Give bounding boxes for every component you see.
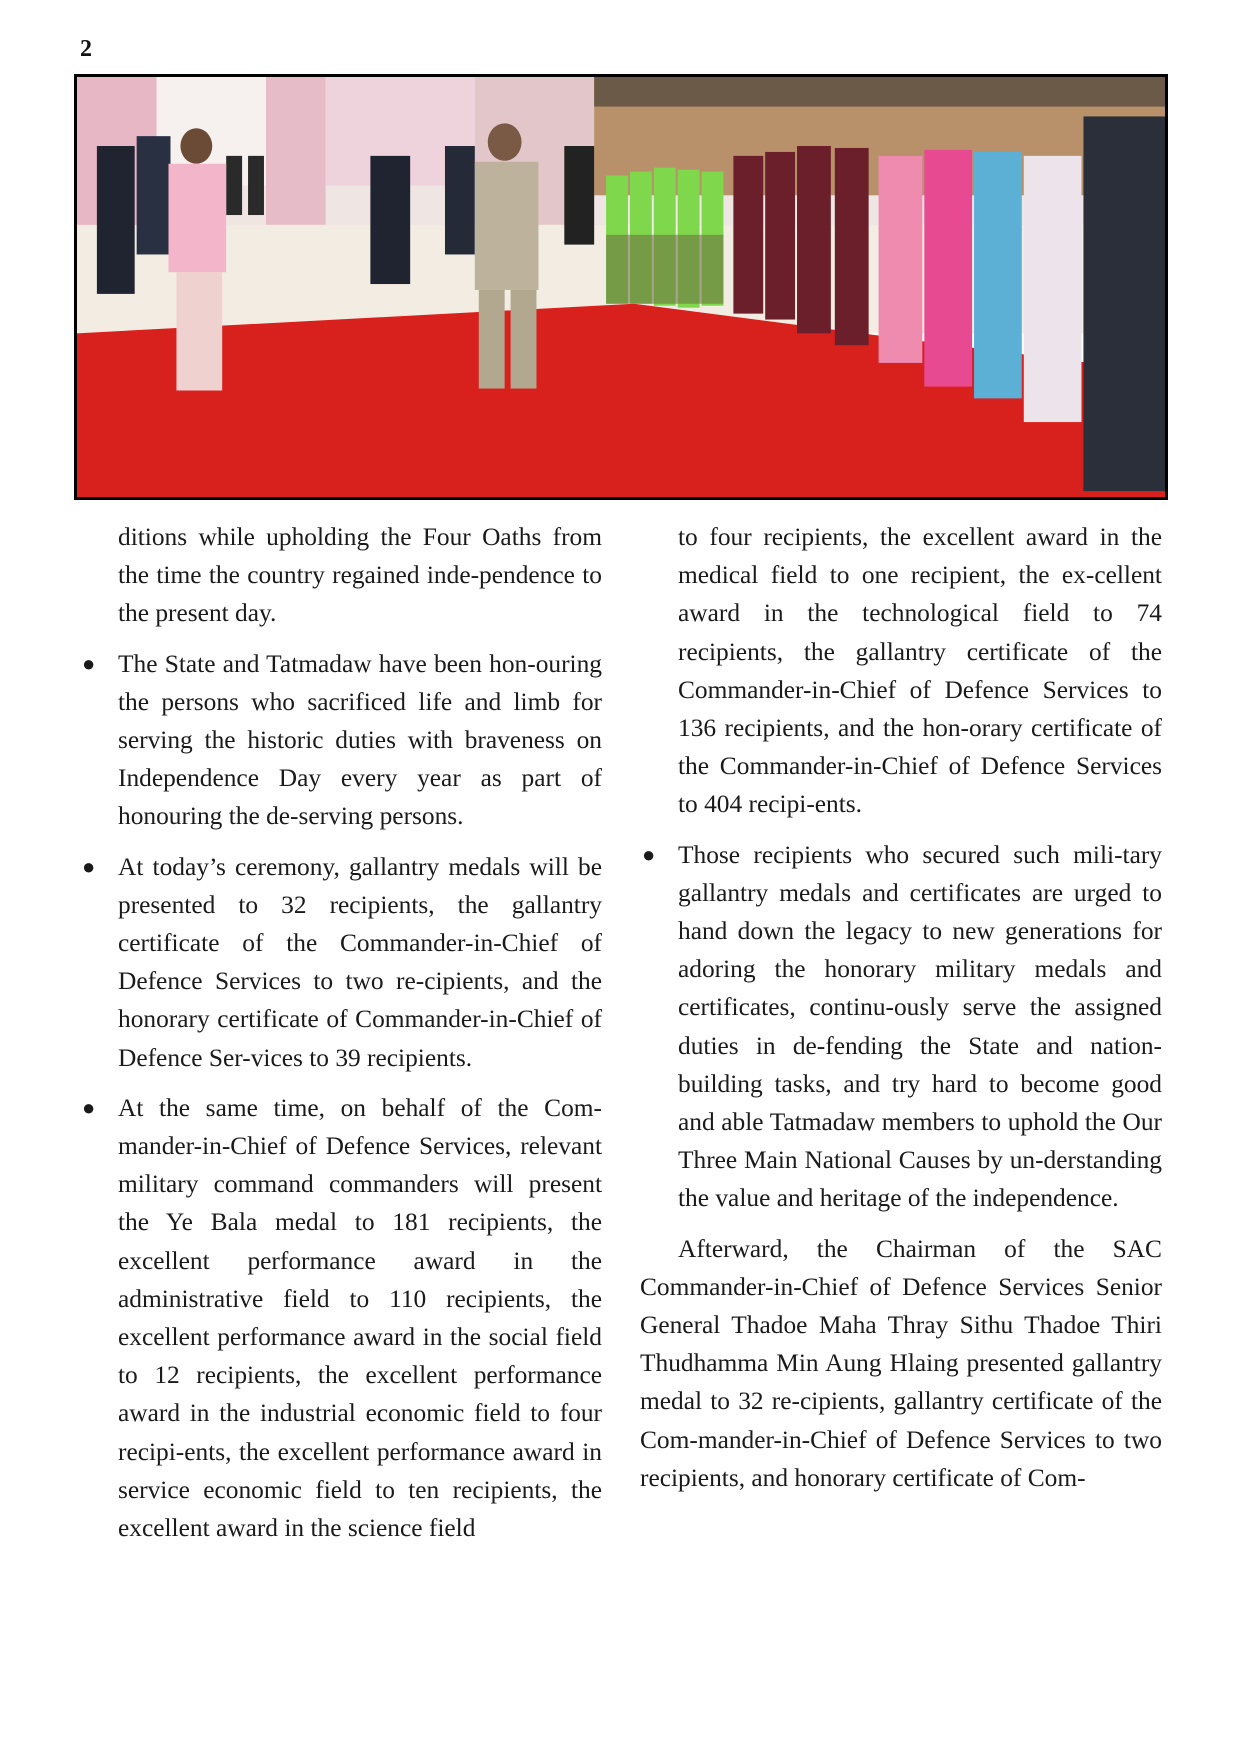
bullet-icon: ● bbox=[82, 650, 96, 676]
bullet-item bbox=[640, 836, 1162, 1218]
bullet-text: Those recipients who secured such mili-tary gallantry medals and certificates are urged to hand down the legacy to new generations for adoring the honorary military medals and certificates, continu-ously serve the assigned duties in de-fending the State and nation-building tasks, and try hard to become good and able Tatmadaw members to uphold the Our Three Main National Causes by un-derstanding the value and heritage of the independence. bbox=[678, 840, 1162, 1213]
left-column bbox=[80, 518, 602, 1559]
continuation-paragraph: to four recipients, the excellent award in the medical field to one recipient, the ex-cellent award in the technological field to 74 recipients, the gallantry certificate of the Commander-in-Chief of Defence Services to 136 recipients, and the hon-orary certificate of the Commander-in-Chief of Defence Services to 404 recipi-ents. bbox=[678, 523, 1162, 819]
bullet-text: The State and Tatmadaw have been hon-ouring the persons who sacrificed life and limb for serving the historic duties with braveness on Independence Day every year as part of honouring the de-serving persons. bbox=[118, 649, 602, 831]
bullet-list bbox=[80, 645, 602, 1548]
ceremony-photo bbox=[74, 74, 1168, 500]
bullet-text: At today’s ceremony, gallantry medals will be presented to 32 recipients, the gallantry certificate of the Commander-in-Chief of Defence Services to two re-cipients, and the honorary certificate of Commander-in-Chief of Defence Ser-vices to 39 recipients. bbox=[118, 852, 602, 1072]
right-column bbox=[640, 518, 1162, 1509]
page-number: 2 bbox=[80, 36, 92, 62]
bullet-icon: ● bbox=[82, 853, 96, 879]
bullet-item bbox=[80, 848, 602, 1077]
continuation-paragraph: ditions while upholding the Four Oaths from the time the country regained inde-pendence to the present day. bbox=[118, 523, 602, 628]
bullet-text: At the same time, on behalf of the Com-mander-in-Chief of Defence Services, relevant military command commanders will present the Ye Bala medal to 181 recipients, the excellent performance award in the administrative field to 110 recipients, the excellent performance award in the social field to 12 recipients, the excellent performance award in the industrial economic field to four recipi-ents, the excellent performance award in service economic field to ten recipients, the excellent award in the science field bbox=[118, 1093, 602, 1543]
bullet-icon: ● bbox=[82, 1094, 96, 1120]
bullet-item bbox=[80, 645, 602, 836]
bullet-list bbox=[640, 836, 1162, 1218]
body-paragraph: Afterward, the Chairman of the SAC Commander-in-Chief of Defence Services Senior General Thadoe Maha Thray Sithu Thadoe Thiri Thudhamma Min Aung Hlaing presented gallantry medal to 32 re-cipients, gallantry certificate of the Com-mander-in-Chief of Defence Services to two recipients, and honorary certificate of Com- bbox=[640, 1234, 1162, 1492]
bullet-icon: ● bbox=[642, 841, 656, 867]
bullet-item bbox=[80, 1089, 602, 1547]
